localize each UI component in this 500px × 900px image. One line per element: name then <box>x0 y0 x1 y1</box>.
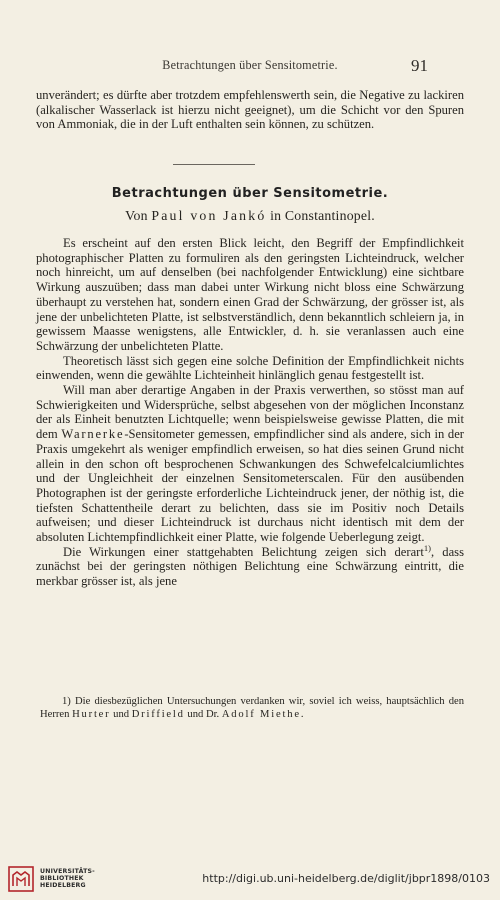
body-paragraph-4 <box>36 542 464 589</box>
paragraph-3-text-b: -Sensitometer gemessen, empfindlicher sind als andere, sich in der Praxis umgekehrt als weniger empfindlich erweisen, so hat dies seinen Grund nicht allein in den schon oft besprochenen Schwankungen des Schwefelcalciumlichtes und der Ungleichheit der einzelnen Sensitometerscalen. Für den ausübenden Photographen ist der geringste erforderliche Lichteindruck jener, der nöthig ist, die tiefsten Schattentheile derart zu belichten, dass sie im Positiv noch Details aufweisen; und dieser Lichteindruck ist durchaus nicht identisch mit dem der absoluten Lichtempfindlichkeit einer Platte, wie folgende Ueberlegung zeigt. <box>36 427 464 545</box>
page-number: 91 <box>411 56 428 75</box>
paragraph-4-text-b: , dass zunächst bei der geringsten nöthigen Belichtung eine Schwärzung eintritt, die merkbar grösser ist, als jene <box>36 544 464 589</box>
paragraph-3-text-a: Will man aber derartige Angaben in der Praxis verwerthen, so stösst man auf Schwierigkeiten und Widersprüche, selbst abgesehen von der möglichen Inconstanz der als Einheit benutzten Lichtquelle; wenn beispielsweise gewisse Platten, die mit dem <box>36 383 464 442</box>
footnote <box>40 696 464 721</box>
source-url-link[interactable]: http://digi.ub.uni-heidelberg.de/diglit/jbpr1898/0103 <box>202 872 490 885</box>
name-warnerke: Warnerke <box>61 427 125 442</box>
intro-paragraph <box>36 88 464 132</box>
university-library-logo-icon[interactable] <box>8 866 34 892</box>
library-name-line-3: HEIDELBERG <box>40 882 86 890</box>
library-name-line-1: UNIVERSITÄTS- <box>40 868 95 875</box>
footnote-text-c: und Dr. <box>184 708 222 720</box>
footnote-reference[interactable]: 1) <box>423 542 431 553</box>
footnote-name-driffield: Driffield <box>131 708 185 720</box>
page-footer <box>0 862 500 900</box>
library-name <box>40 868 95 890</box>
byline-prefix: Von <box>125 208 152 223</box>
article-title: Betrachtungen über Sensitometrie. <box>111 186 389 201</box>
body-paragraph-2: Theoretisch lässt sich gegen eine solche Definition der Empfindlichkeit nichts einwenden, wenn die gewählte Lichteinheit hinlänglich genau festgestellt ist. <box>36 353 464 383</box>
body-paragraph-1: Es erscheint auf den ersten Blick leicht, den Begriff der Empfindlichkeit photographischer Platten zu formuliren als den geringsten Lichteindruck, welcher noch hinreicht, um auf denselben (bei nachfolgender Entwicklung) eine sichtbare Wirkung auszuüben; dass man dabei unter Wirkung nicht bloss eine Schwärzung überhaupt zu verstehen hat, sondern einen Grad der Schwärzung, der grösser ist, als jene der unbelichteten Platte, ist selbstverständlich, denn bekanntlich schleiern ja, in gewissem Maasse wenigstens, alle Entwickler, d. h. sie veranlassen auch eine Schwärzung der unbelichteten Platte. <box>36 236 464 353</box>
paragraph-4-text-a: Die Wirkungen einer stattgehabten Belichtung zeigen sich derart <box>63 544 424 559</box>
footnote-name-miethe: Adolf Miethe <box>221 708 301 720</box>
footnote-text-d: . <box>300 708 304 720</box>
footnote-text-b: und <box>110 708 132 720</box>
footnote-text-a: 1) Die diesbezüglichen Untersuchungen verdanken wir, soviel ich weiss, hauptsächlich den Herren <box>40 696 464 720</box>
section-divider <box>173 164 255 165</box>
intro-text: unverändert; es dürfte aber trotzdem empfehlenswerth sein, die Negative zu lackiren (alkalischer Wasserlack ist hierzu nicht geeignet), um die Schicht vor den Spuren von Ammoniak, die in der Luft enthalten sein können, zu schützen. <box>36 88 464 132</box>
article-body <box>36 236 464 589</box>
footnote-name-hurter: Hurter <box>72 708 111 720</box>
author-name: Paul von Jankó <box>151 208 267 223</box>
article-byline <box>0 208 500 224</box>
byline-suffix: in Constantinopel. <box>266 208 375 223</box>
library-name-line-2: BIBLIOTHEK <box>40 875 84 883</box>
body-paragraph-3 <box>36 383 464 545</box>
running-title: Betrachtungen über Sensitometrie. <box>162 58 338 72</box>
